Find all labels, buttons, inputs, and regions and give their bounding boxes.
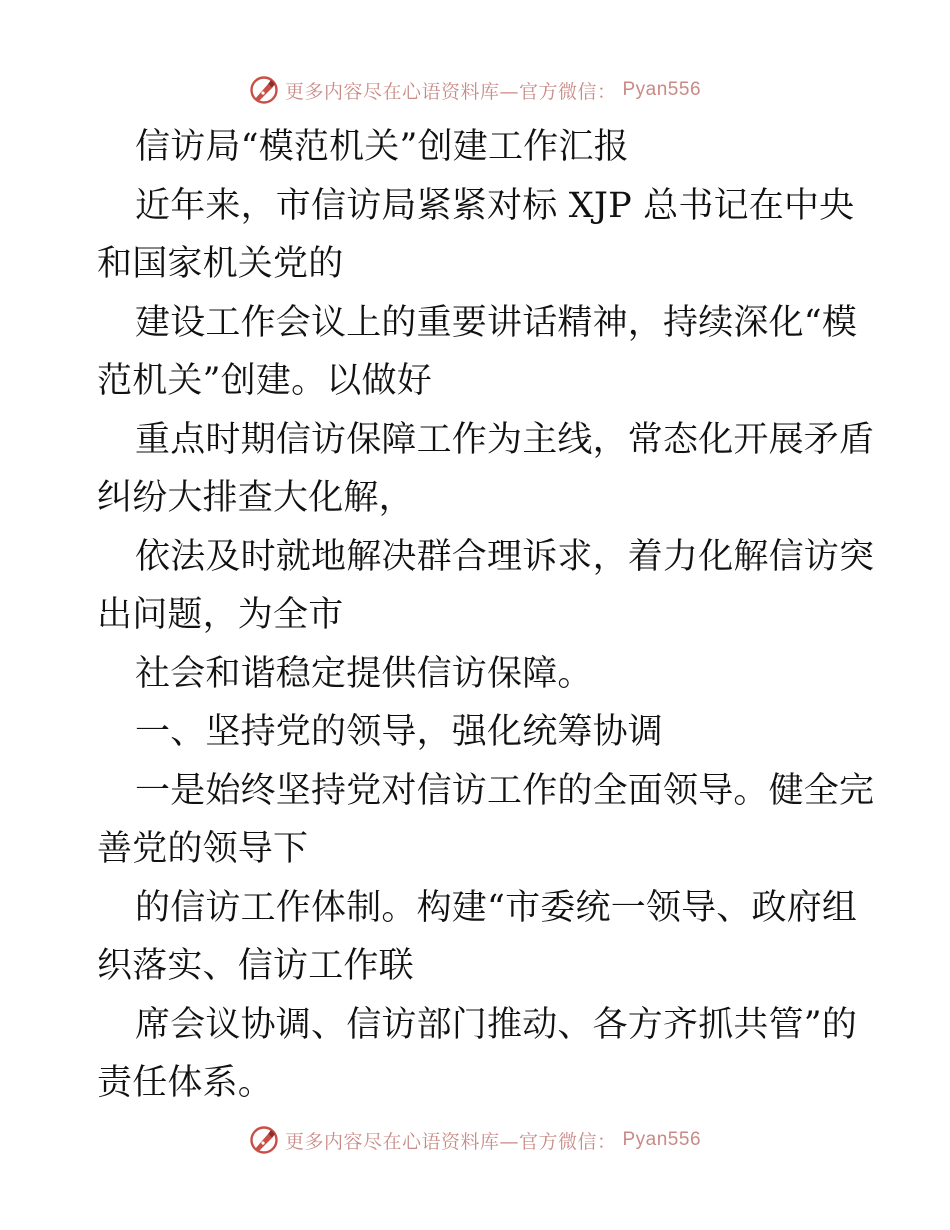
text-line: 信访局“模范机关”创建工作汇报 [135,127,629,167]
text-line: 出问题，为全市 [97,595,344,635]
footer-watermark [0,1120,950,1160]
text-line: 近年来，市信访局紧紧对标 XJP 总书记在中央 [135,185,855,226]
watermark-wechat-id: Pyan556 [622,79,702,100]
text-line: 善党的领导下 [97,829,309,869]
text-line: 和国家机关党的 [97,244,344,284]
text-line: 一、坚持党的领导，强化统筹协调 [135,712,664,752]
text-line: 一是始终坚持党对信访工作的全面领导。健全完 [135,770,875,811]
pen-nib-circle-icon [249,75,279,105]
text-line: 责任体系。 [97,1063,274,1103]
watermark-text: 更多内容尽在心语资料库—官方微信： [284,1130,617,1153]
text-line: 席会议协调、信访部门推动、各方齐抓共管”的 [135,1004,858,1045]
watermark-wechat-id: Pyan556 [622,1129,702,1150]
text-line: 依法及时就地解决群合理诉求，着力化解信访突 [135,536,875,577]
pen-nib-circle-icon [249,1125,279,1155]
watermark-text: 更多内容尽在心语资料库—官方微信： [284,80,617,103]
header-watermark [0,70,950,110]
text-line: 纠纷大排查大化解， [97,478,414,518]
text-line: 社会和谐稳定提供信访保障。 [135,653,593,694]
text-line: 重点时期信访保障工作为主线，常态化开展矛盾 [135,419,875,460]
text-line: 织落实、信访工作联 [97,946,414,986]
text-line: 建设工作会议上的重要讲话精神，持续深化“模 [135,302,858,343]
document-body [97,118,875,1113]
text-line: 的信访工作体制。构建“市委统一领导、政府组 [135,887,858,928]
text-line: 范机关”创建。以做好 [97,361,432,401]
